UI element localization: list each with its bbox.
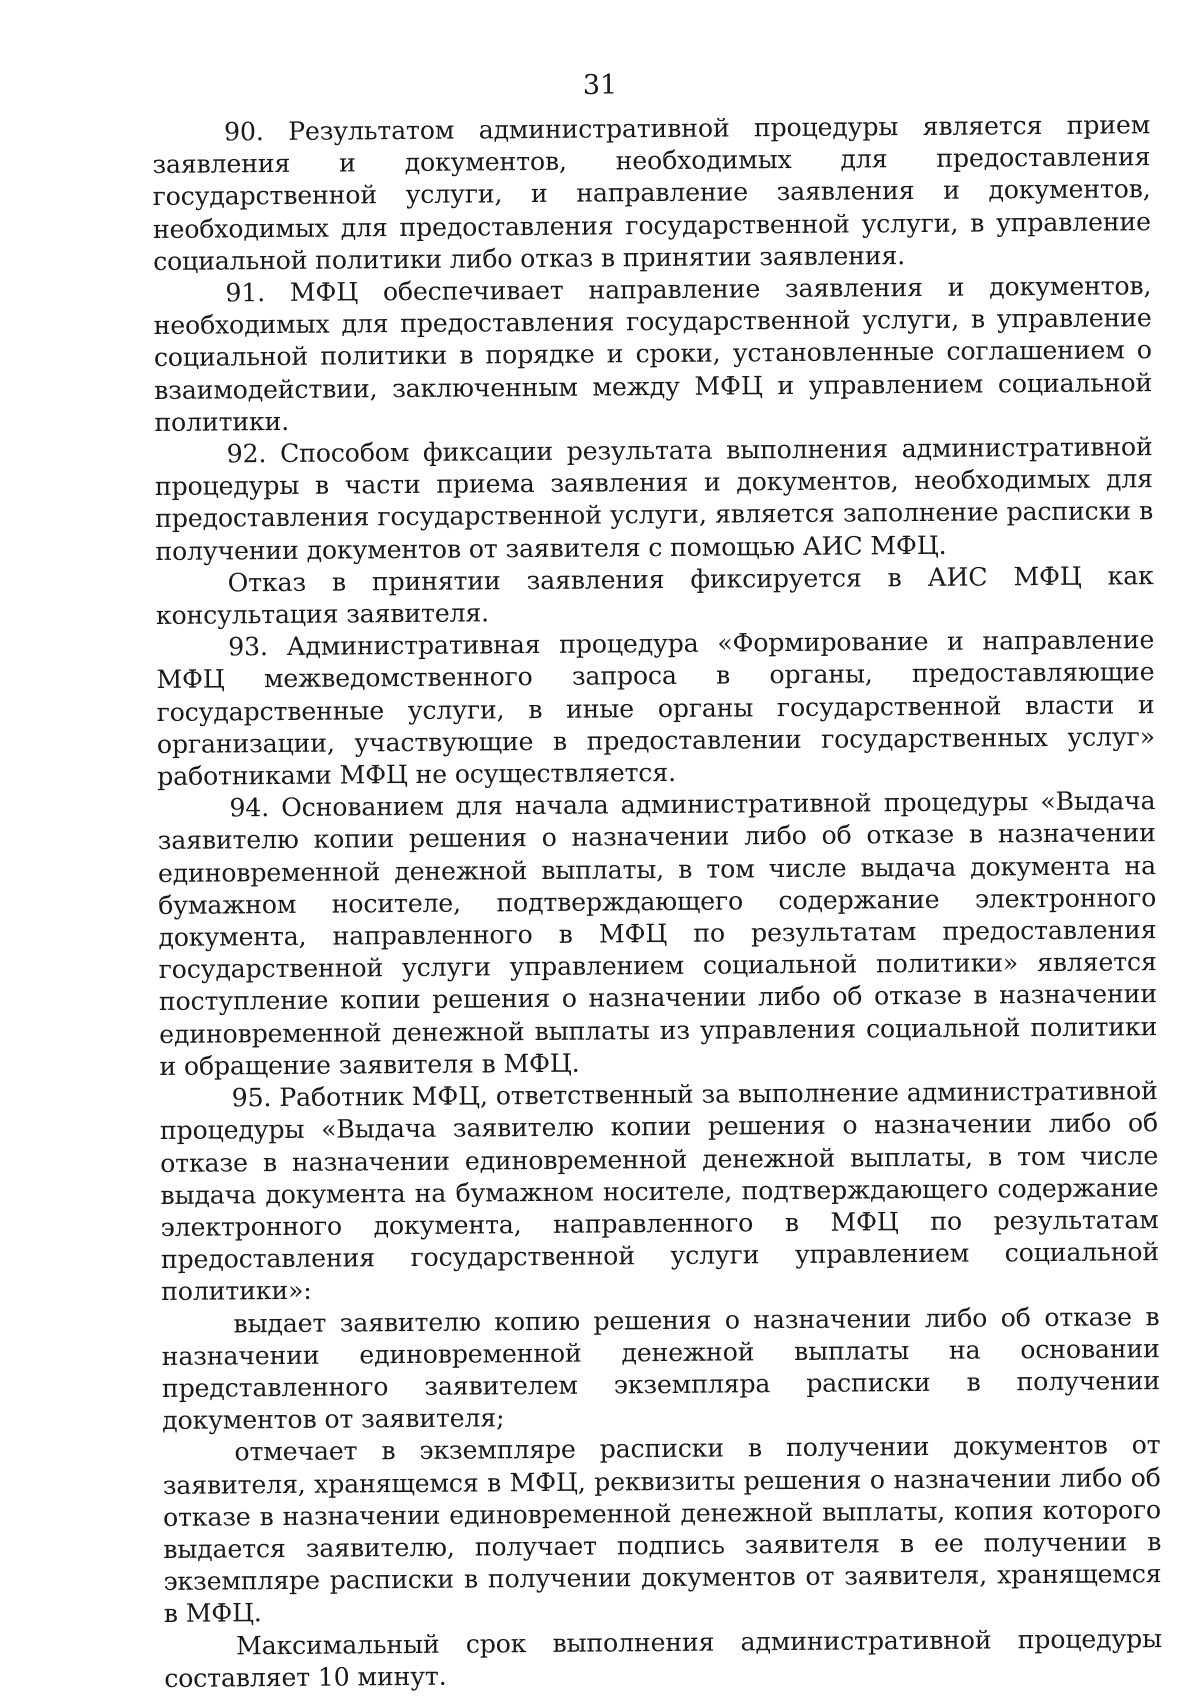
paragraph-95: 95. Работник МФЦ, ответственный за выполнение административной процедуры «Выдача заявителю копии решения о назначении либо об отказе в назначении единовременной денежной выплаты, в том числе выдача документа на бумажном носителе, подтверждающего содержание электронного документа, направленного в МФЦ по результатам предоставления государственной услуги управлением социальной политики»:: [159, 1076, 1160, 1307]
paragraph-max-duration: Максимальный срок выполнения административной процедуры составляет 10 минут.: [164, 1623, 1163, 1693]
paragraph-91: 91. МФЦ обеспечивает направление заявления и документов, необходимых для предоставления государственной услуги, в управление социальной политики в порядке и сроки, установленные соглашением о взаимодействии, заключенным между МФЦ и управлением социальной политики.: [153, 271, 1153, 437]
paragraph-90: 90. Результатом административной процедуры является прием заявления и документов, необходимых для предоставления государственной услуги, и направление заявления и документов, необходимых для предоставления государственной услуги, в управление социальной политики либо отказ в принятии заявления.: [152, 110, 1151, 276]
paragraph-94: 94. Основанием для начала административной процедуры «Выдача заявителю копии решения о назначении либо об отказе в назначении единовременной денежной выплаты, в том числе выдача документа на бумажном носителе, подтверждающего содержание электронного документа, направленного в МФЦ по результатам предоставления государственной услуги управлением социальной политики» является поступление копии решения о назначении либо об отказе в назначении единовременной денежной выплаты из управления социальной политики и обращение заявителя в МФЦ.: [157, 786, 1158, 1081]
paragraph-93: 93. Административная процедура «Формирование и направление МФЦ межведомственного запроса в органы, предоставляющие государственные услуги, в иные органы государственной власти и организации, участвующие в предоставлении государственных услуг» работниками МФЦ не осуществляется.: [156, 625, 1156, 792]
paragraph-95-issue-copy: выдает заявителю копию решения о назначении либо об отказе в назначении единовременной денежной выплаты на основании представленного заявителем экземпляра расписки в получении документов от заявителя;: [161, 1301, 1161, 1436]
paragraph-92: 92. Способом фиксации результата выполнения административной процедуры в части приема заявления и документов, необходимых для предоставления государственной услуги, является заполнение расписки в получении документов от заявителя с помощью АИС МФЦ.: [154, 432, 1154, 566]
paragraph-refusal-note: Отказ в принятии заявления фиксируется в АИС МФЦ как консультация заявителя.: [155, 560, 1154, 631]
page-number: 31: [582, 70, 618, 101]
document-body: [152, 109, 1162, 1695]
paragraph-95-mark-receipt: отмечает в экземпляре расписки в получении документов от заявителя, хранящемся в МФЦ, реквизиты решения о назначении либо об отказе в назначении единовременной денежной выплаты, копия которого выдается заявителю, получает подпись заявителя в ее получении в экземпляре расписки в получении документов от заявителя, хранящемся в МФЦ.: [162, 1430, 1162, 1629]
